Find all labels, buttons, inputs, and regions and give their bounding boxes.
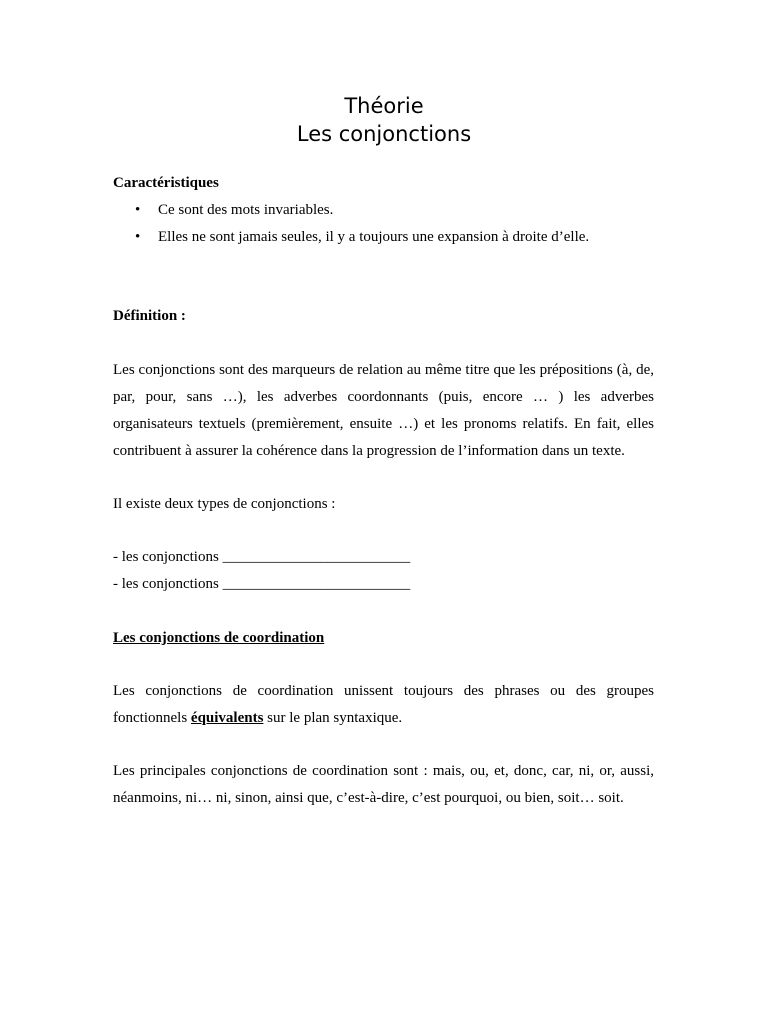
definition-paragraph: Les conjonctions sont des marqueurs de relation au même titre que les prépositions (à, de, par, pour, sans …), les adverbes coordonnants (puis, encore … ) les adverbes organisateurs textuels (premièrement, ensuite …) et les pronoms relatifs. En fait, elles contribuent à assurer la cohérence dans la progression de l’information dans un texte. <box>113 362 654 459</box>
list-item <box>113 197 654 224</box>
list-item-text: Elles ne sont jamais seules, il y a toujours une expansion à droite d’elle. <box>158 229 590 245</box>
document-title: Théorie <box>344 94 424 118</box>
definition-heading: Définition : <box>113 308 186 324</box>
list-item-text: Ce sont des mots invariables. <box>158 202 334 218</box>
document-subtitle: Les conjonctions <box>296 122 472 146</box>
coordination-paragraph-2: Les principales conjonctions de coordination sont : mais, ou, et, donc, car, ni, or, aussi, néanmoins, ni… ni, sinon, ainsi que, c’est-à-dire, c’est pourquoi, ou bien, soit… soit. <box>113 763 654 806</box>
coordination-text-before: Les conjonctions de coordination unissent toujours des phrases ou des groupes fonctionnels <box>113 683 654 726</box>
type-line-2: - les conjonctions _________________________ <box>113 576 411 592</box>
caracteristiques-list <box>113 197 654 251</box>
bullet-icon: • <box>135 202 141 218</box>
equivalents-emphasis: équivalents <box>190 710 264 726</box>
list-item <box>113 224 654 251</box>
caracteristiques-heading: Caractéristiques <box>113 175 219 191</box>
bullet-icon: • <box>135 229 141 245</box>
type-line-1: - les conjonctions _________________________ <box>113 549 411 565</box>
coordination-text-after: sur le plan syntaxique. <box>263 710 403 726</box>
coordination-heading: Les conjonctions de coordination <box>113 630 325 646</box>
coordination-paragraph-1 <box>113 678 654 732</box>
types-intro: Il existe deux types de conjonctions : <box>113 496 336 512</box>
